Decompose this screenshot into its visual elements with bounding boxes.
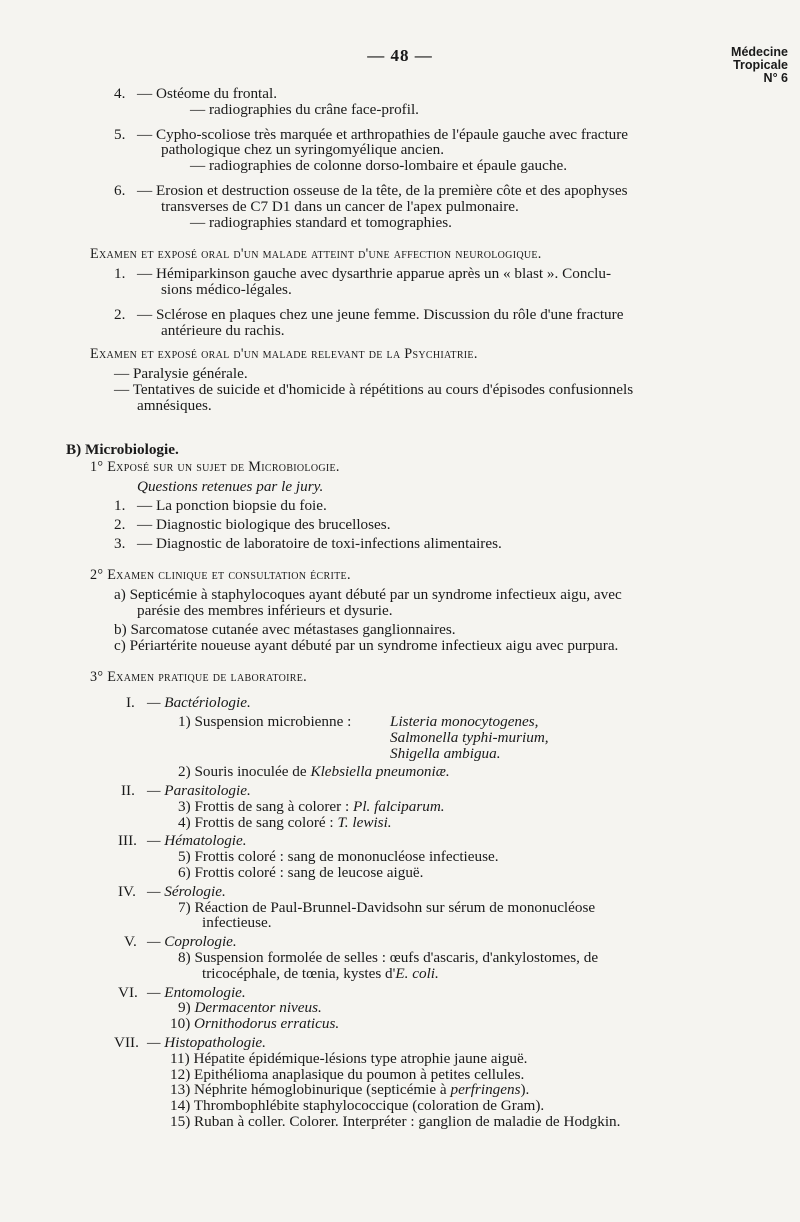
- item-text: b) Sarcomatose cutanée avec métastases ganglionnaires.: [114, 620, 456, 638]
- item-text: 6) Frottis coloré : sang de leucose aiguë.: [178, 864, 424, 882]
- item-text: — Hématologie.: [147, 832, 247, 850]
- item-number: 6.: [114, 181, 126, 199]
- organism-name: Listeria monocytogenes,: [390, 712, 539, 730]
- item-text: — Bactériologie.: [147, 694, 251, 712]
- item-text: infectieuse.: [202, 914, 272, 932]
- list-item: [0, 934, 800, 950]
- item-text: antérieure du rachis.: [161, 321, 285, 339]
- list-item: [0, 1082, 800, 1098]
- item-text: — La ponction biopsie du foie.: [137, 496, 327, 514]
- list-item: [0, 517, 800, 533]
- item-text: transverses de C7 D1 dans un cancer de l'apex pulmonaire.: [161, 197, 519, 215]
- item-text: 3) Frottis de sang à colorer :: [178, 797, 350, 815]
- journal-tag-line2: Tropicale: [733, 58, 788, 72]
- item-number: I.: [126, 694, 135, 712]
- item-text: — Cypho-scoliose très marquée et arthropathies de l'épaule gauche avec fracture: [137, 125, 629, 143]
- list-item: [0, 966, 800, 982]
- item-text: c) Périartérite noueuse ayant débuté par un syndrome infectieux aigu avec purpura.: [114, 636, 619, 654]
- list-item: [0, 266, 800, 282]
- organism-name: Klebsiella pneumoniæ.: [310, 763, 450, 781]
- list-item: [0, 815, 800, 831]
- page-content: [0, 86, 800, 1130]
- item-text: 1) Suspension microbienne :: [178, 712, 352, 730]
- item-number: 2.: [114, 305, 126, 323]
- item-number: 4.: [114, 85, 126, 102]
- item-text: — Histopathologie.: [147, 1034, 266, 1052]
- list-item: [0, 833, 800, 849]
- organism-name: Salmonella typhi-murium,: [390, 728, 549, 746]
- journal-tag-line3: N° 6: [763, 71, 788, 85]
- organism-name: Shigella ambigua.: [390, 744, 501, 762]
- item-text: 13) Néphrite hémoglobinurique (septicémie à: [170, 1081, 447, 1099]
- item-number: 5.: [114, 125, 126, 143]
- item-text: — Sérologie.: [147, 882, 226, 900]
- item-number: 9): [178, 999, 191, 1017]
- item-text: — Ostéome du frontal.: [137, 85, 278, 102]
- item-text: ).: [520, 1081, 530, 1099]
- item-text: — Hémiparkinson gauche avec dysarthrie apparue après un « blast ». Conclu-: [137, 265, 612, 283]
- item-text: tricocéphale, de tœnia, kystes d': [202, 964, 396, 982]
- list-item: [0, 86, 800, 102]
- item-number: 1.: [114, 496, 126, 514]
- item-text: — Diagnostic de laboratoire de toxi-infections alimentaires.: [137, 534, 502, 552]
- item-number: 3.: [114, 534, 126, 552]
- item-text: sions médico-légales.: [161, 280, 292, 298]
- list-item: [0, 714, 800, 730]
- item-number: 10): [170, 1015, 191, 1033]
- item-text: parésie des membres inférieurs et dysurie.: [137, 601, 393, 619]
- item-text: 11) Hépatite épidémique-lésions type atrophie jaune aiguë.: [170, 1049, 528, 1067]
- item-text: — Tentatives de suicide et d'homicide à répétitions au cours d'épisodes confusionnels: [114, 380, 634, 398]
- list-item: [0, 1035, 800, 1051]
- item-number: VI.: [118, 983, 138, 1001]
- item-number: V.: [124, 933, 137, 951]
- item-text: — Coprologie.: [147, 933, 237, 951]
- item-text: 8) Suspension formolée de selles : œufs d'ascaris, d'ankylostomes, de: [178, 949, 599, 967]
- item-text: pathologique chez un syringomyélique ancien.: [161, 141, 444, 159]
- section-heading: Examen et exposé oral d'un malade relevant de la Psychiatrie.: [90, 346, 478, 363]
- list-item: [0, 307, 800, 323]
- item-text: 14) Thrombophlébite staphylococcique (coloration de Gram).: [170, 1097, 545, 1115]
- organism-name: Ornithodorus erraticus.: [194, 1015, 340, 1033]
- organism-name: Pl. falciparum.: [353, 797, 445, 815]
- item-text: a) Septicémie à staphylocoques ayant débuté par un syndrome infectieux aigu, avec: [114, 586, 622, 604]
- subsection-heading: 3° Examen pratique de laboratoire.: [90, 669, 307, 686]
- list-item: [0, 536, 800, 552]
- list-item: [0, 884, 800, 900]
- item-text: 7) Réaction de Paul-Brunnel-Davidsohn sur sérum de mononucléose: [178, 898, 596, 916]
- subsection-heading: 1° Exposé sur un sujet de Microbiologie.: [90, 459, 340, 476]
- section-heading: Examen et exposé oral d'un malade atteint d'une affection neurologique.: [90, 246, 542, 263]
- list-item: [0, 498, 800, 514]
- item-text: — Erosion et destruction osseuse de la tête, de la première côte et des apophyses: [137, 181, 628, 199]
- organism-name: E. coli.: [395, 964, 439, 982]
- item-number: 1.: [114, 265, 126, 283]
- item-text: 5) Frottis coloré : sang de mononucléose infectieuse.: [178, 848, 499, 866]
- journal-tag-line1: Médecine: [731, 45, 788, 59]
- item-text: — radiographies standard et tomographies.: [190, 213, 452, 231]
- item-number: VII.: [114, 1034, 139, 1052]
- item-text: — radiographies du crâne face-profil.: [190, 100, 419, 118]
- journal-tag: [731, 46, 788, 85]
- item-text: 4) Frottis de sang coloré :: [178, 813, 334, 831]
- item-number: 2.: [114, 515, 126, 533]
- page-number: — 48 —: [367, 46, 433, 65]
- item-text: — Entomologie.: [147, 983, 246, 1001]
- item-text: — Sclérose en plaques chez une jeune femme. Discussion du rôle d'une fracture: [137, 305, 624, 323]
- list-item: [0, 783, 800, 799]
- list-item: [0, 985, 800, 1001]
- item-text: — radiographies de colonne dorso-lombaire et épaule gauche.: [190, 157, 568, 175]
- section-title: B) Microbiologie.: [66, 440, 179, 458]
- item-text: — Parasitologie.: [147, 782, 251, 800]
- list-item: [0, 1000, 800, 1016]
- item-text: amnésiques.: [137, 396, 212, 414]
- item-number: IV.: [118, 882, 136, 900]
- item-number: III.: [118, 832, 137, 850]
- list-item: [0, 183, 800, 199]
- list-item: [0, 695, 800, 711]
- organism-name: perfringens: [450, 1081, 521, 1099]
- list-item: [0, 127, 800, 143]
- item-text: 15) Ruban à coller. Colorer. Interpréter : ganglion de maladie de Hodgkin.: [170, 1113, 621, 1131]
- item-text: 12) Epithélioma anaplasique du poumon à petites cellules.: [170, 1065, 525, 1083]
- list-item: [0, 764, 800, 780]
- item-number: II.: [121, 782, 135, 800]
- item-text: — Paralysie générale.: [114, 365, 248, 383]
- organism-name: T. lewisi.: [337, 813, 392, 831]
- item-text: 2) Souris inoculée de: [178, 763, 307, 781]
- subsection-heading: 2° Examen clinique et consultation écrite.: [90, 567, 351, 584]
- item-text: — Diagnostic biologique des brucelloses.: [137, 515, 391, 533]
- list-item: [0, 799, 800, 815]
- list-item: [0, 1016, 800, 1032]
- organism-name: Dermacentor niveus.: [194, 999, 322, 1017]
- subsection-subheading: Questions retenues par le jury.: [137, 478, 324, 496]
